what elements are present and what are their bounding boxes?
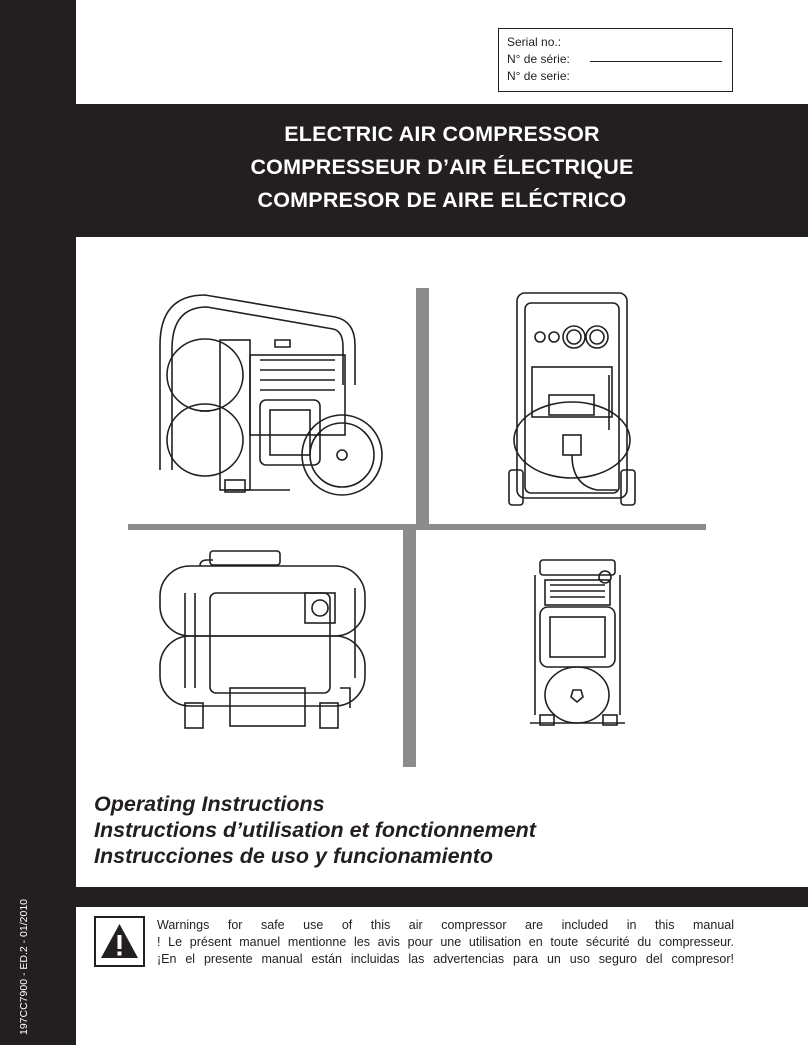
document-code: 197CC7900 - ED.2 - 01/2010: [18, 898, 30, 1035]
serial-row-es: [507, 68, 724, 85]
warning-spanish: ¡En el presente manual están incluidas las advertencias para un uso seguro del compresor!: [157, 952, 734, 966]
operating-instructions-heading: [94, 791, 536, 869]
compressor-illustration-compact: [525, 555, 635, 730]
serial-label-en: Serial no.:: [507, 35, 562, 49]
divider-vertical-upper: [416, 288, 429, 524]
title-french: COMPRESSEUR D’AIR ÉLECTRIQUE: [250, 155, 634, 179]
divider-horizontal: [128, 524, 706, 530]
title-spanish: COMPRESOR DE AIRE ELÉCTRICO: [257, 188, 627, 212]
serial-label-es: N° de serie:: [507, 69, 570, 83]
serial-row-en: [507, 34, 724, 51]
warning-triangle-icon: [94, 916, 145, 967]
operating-spanish: Instrucciones de uso y funcionamiento: [94, 844, 494, 868]
warning-french: ! Le présent manuel mentionne les avis pour une utilisation en toute sécurité du compresseur.: [157, 935, 734, 949]
bottom-band: [76, 887, 808, 907]
warning-text: [157, 917, 734, 968]
serial-row-fr: [507, 51, 724, 68]
operating-french: Instructions d’utilisation et fonctionnement: [94, 818, 536, 842]
operating-english: Operating Instructions: [94, 792, 325, 816]
left-side-bar: [0, 0, 76, 1045]
title-english: ELECTRIC AIR COMPRESSOR: [284, 122, 600, 146]
serial-write-line: [590, 61, 722, 62]
serial-label-fr: N° de série:: [507, 52, 570, 66]
compressor-illustration-twin-tank: [155, 548, 377, 733]
compressor-illustration-front-view: [497, 285, 647, 510]
title-band: [76, 104, 808, 237]
serial-number-box: [498, 28, 733, 92]
divider-vertical-lower: [403, 530, 416, 767]
warning-english: Warnings for safe use of this air compressor are included in this manual: [157, 918, 734, 932]
compressor-illustration-side-view: [150, 285, 390, 500]
